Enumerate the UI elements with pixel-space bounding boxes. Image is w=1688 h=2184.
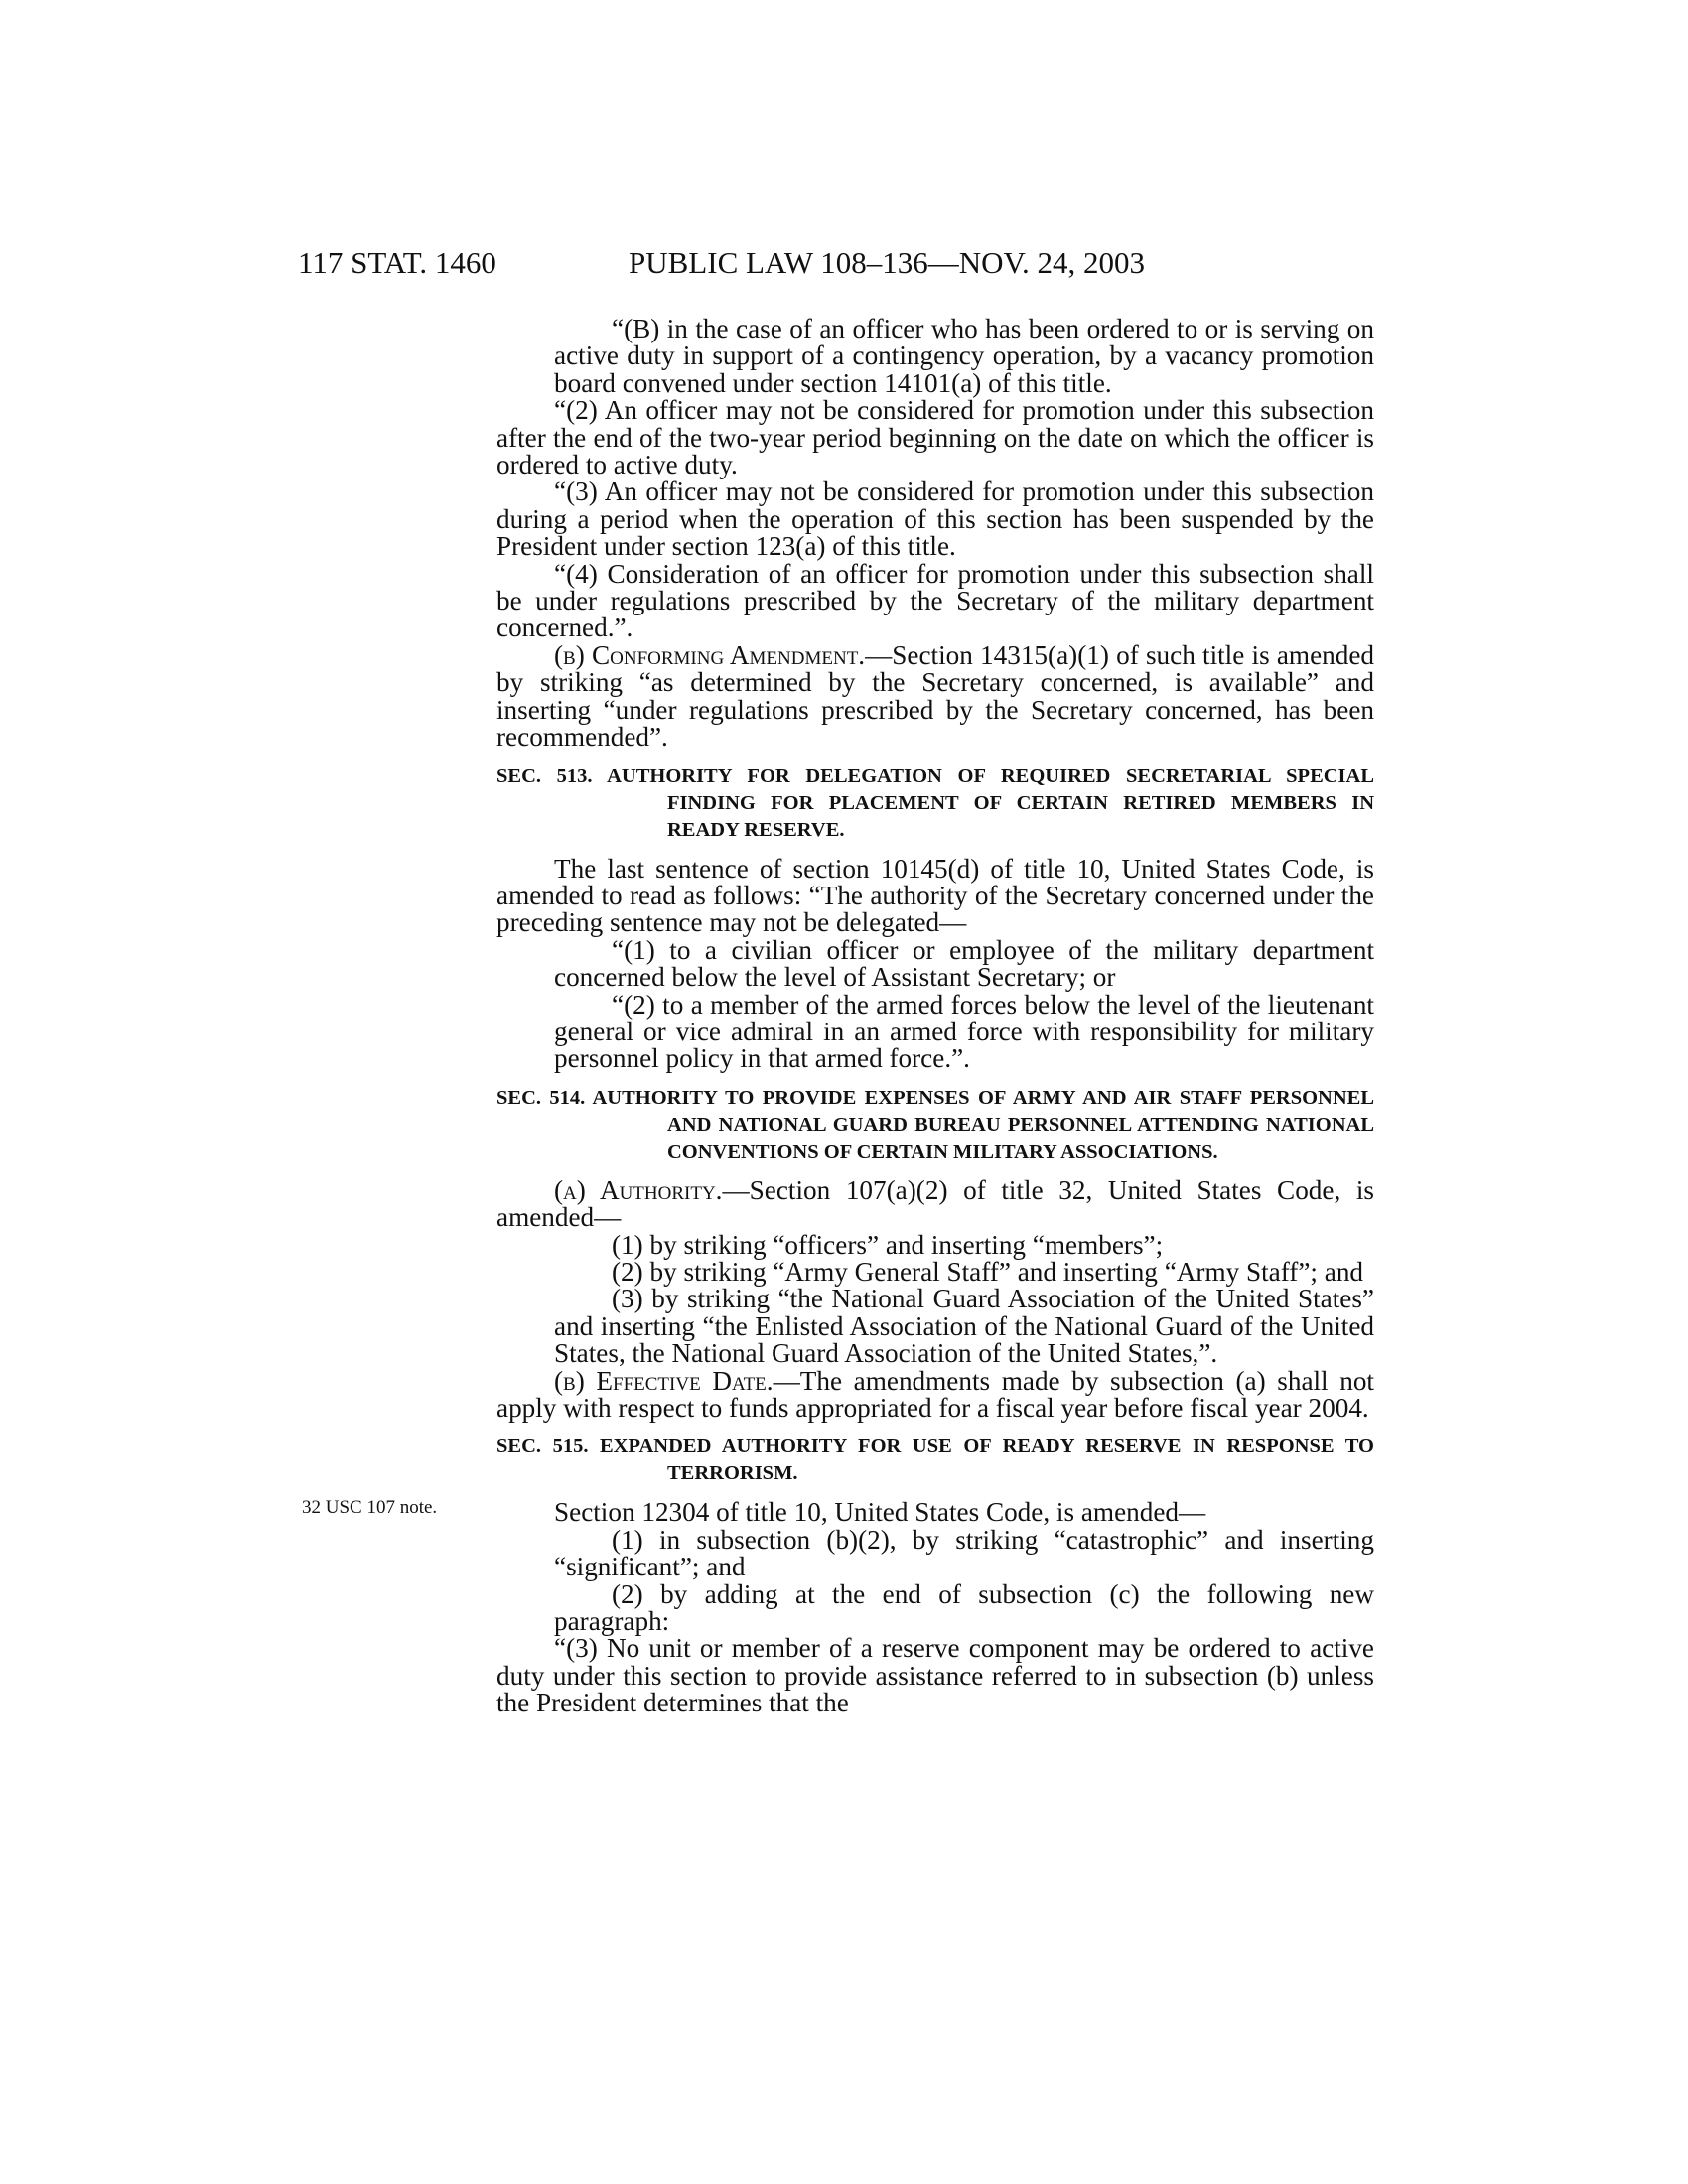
section-514-b — [496, 1365, 1374, 1423]
section-514-item-1: (1) by striking “officers” and inserting “members”; — [612, 1229, 1164, 1260]
paragraph-4: “(4) Consideration of an officer for promotion under this subsection shall be under regulations prescribed by the Secretary of the military department concerned.”. — [496, 558, 1374, 643]
section-515-heading: SEC. 515. EXPANDED AUTHORITY FOR USE OF READY RESERVE IN RESPONSE TO TERRORISM. — [496, 1435, 1374, 1485]
section-514-heading: SEC. 514. AUTHORITY TO PROVIDE EXPENSES OF ARMY AND AIR STAFF PERSONNEL AND NATIONAL GUARD BUREAU PERSONNEL ATTENDING NATIONAL CONVENTIONS OF CERTAIN MILITARY ASSOCIATIONS. — [496, 1086, 1374, 1162]
section-514-a-label: (a) Authority. — [554, 1174, 723, 1205]
section-514-item-3: (3) by striking “the National Guard Association of the United States” and inserting “the Enlisted Association of the National Guard of the United States, the National Guard Association of the United States,”. — [554, 1284, 1374, 1369]
document-body — [496, 316, 1374, 1717]
section-514-item-2: (2) by striking “Army General Staff” and inserting “Army Staff”; and — [612, 1256, 1364, 1287]
margin-note-usc: 32 USC 107 note. — [302, 1497, 438, 1518]
paragraph-b-vacancy-board: “(B) in the case of an officer who has been ordered to or is serving on active duty in support of a contingency operation, by a vacancy promotion board convened under section 14101(a) of this title. — [554, 314, 1374, 398]
section-514-a-text: —Section 107(a)(2) of title 32, United States Code, is amended— — [496, 1174, 1374, 1233]
stat-reference: 117 STAT. 1460 — [298, 245, 496, 280]
page-header-title: PUBLIC LAW 108–136—NOV. 24, 2003 — [629, 245, 1145, 280]
conforming-amendment-text: —Section 14315(a)(1) of such title is amended by striking “as determined by the Secretary concerned, is available” and inserting “under regulations prescribed by the Secretary concerned, has been recommended”. — [496, 639, 1374, 752]
section-515-paragraph-3: “(3) No unit or member of a reserve component may be ordered to active duty under this section to provide assistance referred to in subsection (b) unless the President determines that the — [496, 1633, 1374, 1718]
section-514-b-text: —The amendments made by subsection (a) shall not apply with respect to funds appropriated for a fiscal year before fiscal year 2004. — [496, 1365, 1374, 1423]
conforming-amendment-label: (b) Conforming Amendment. — [554, 639, 866, 670]
paragraph-2: “(2) An officer may not be considered for promotion under this subsection after the end of the two-year period beginning on the date on which the officer is ordered to active duty. — [496, 395, 1374, 480]
section-515-item-1: (1) in subsection (b)(2), by striking “catastrophic” and inserting “significant”; and — [554, 1524, 1374, 1582]
section-515-intro: Section 12304 of title 10, United States Code, is amended— — [554, 1497, 1206, 1528]
section-515-item-2: (2) by adding at the end of subsection (c) the following new paragraph: — [554, 1578, 1374, 1637]
conforming-amendment-paragraph — [496, 639, 1374, 752]
section-513-item-1: “(1) to a civilian officer or employee of the military department concerned below the level of Assistant Secretary; or — [554, 934, 1374, 993]
section-514-a — [496, 1174, 1374, 1233]
section-513-item-2: “(2) to a member of the armed forces below the level of the lieutenant general or vice admiral in an armed force with responsibility for military personnel policy in that armed force.”. — [554, 989, 1374, 1074]
section-514-b-label: (b) Effective Date. — [554, 1365, 774, 1396]
section-513-heading: SEC. 513. AUTHORITY FOR DELEGATION OF REQUIRED SECRETARIAL SPECIAL FINDING FOR PLACEMENT OF CERTAIN RETIRED MEMBERS IN READY RESERVE. — [496, 764, 1374, 841]
section-513-intro: The last sentence of section 10145(d) of title 10, United States Code, is amended to read as follows: “The authority of the Secretary concerned under the preceding sentence may not be delegated— — [496, 853, 1374, 938]
paragraph-3: “(3) An officer may not be considered for promotion under this subsection during a period when the operation of this section has been suspended by the President under section 123(a) of this title. — [496, 477, 1374, 562]
